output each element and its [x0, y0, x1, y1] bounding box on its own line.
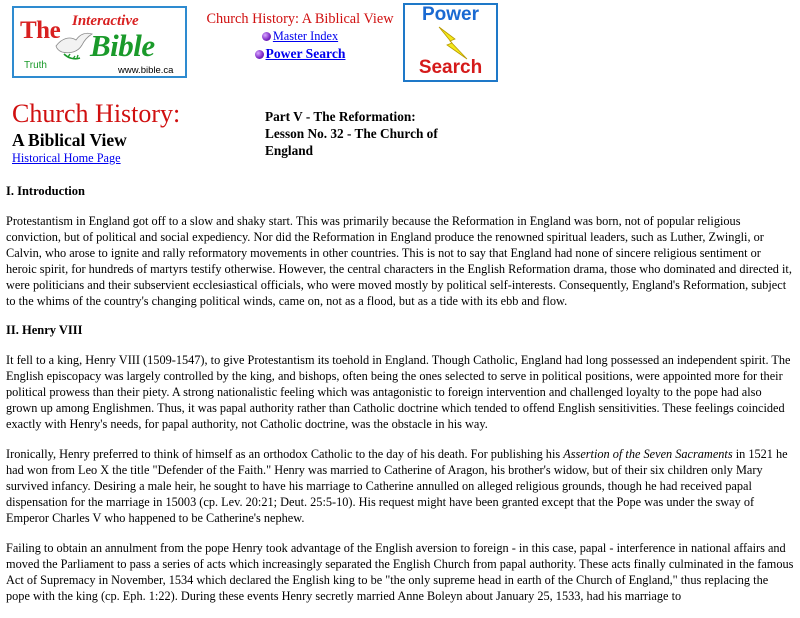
section-heading-henry-viii: II. Henry VIII — [6, 323, 83, 337]
historical-home-link[interactable]: Historical Home Page — [12, 151, 121, 165]
master-index-row — [200, 29, 400, 44]
logo-bible-text: Bible — [90, 28, 155, 63]
power-search-row — [200, 45, 400, 63]
bullet-icon — [255, 50, 264, 59]
part-title: Part V - The Reformation: — [265, 109, 416, 124]
book-title: Assertion of the Seven Sacraments — [563, 447, 733, 461]
interactive-bible-logo[interactable] — [12, 6, 187, 78]
lesson-title: Lesson No. 32 - The Church of England — [265, 126, 438, 158]
logo-the-text: The — [20, 17, 61, 44]
paragraph: It fell to a king, Henry VIII (1509-1547), to give Protestantism its toehold in England. Though Catholic, England had long possessed an independent spirit. The English episcopacy was largely controlled by the king, and bishops, often being the ones selected to serve in political positions, were appointed more for their political prowess than their piety. A strong nationalistic feeling which was antagonistic to foreign intervention and challenged loyalty to the pope had also grown up among Englishmen. Thus, it was papal authority rather than Catholic doctrine which tended to offend English sensitivities. These feelings coincided exactly with Henry's needs, for papal authority, not Catholic doctrine, was the obstacle in his way. — [6, 353, 791, 431]
logo-truth-text: Truth — [24, 60, 47, 71]
bullet-icon — [262, 32, 271, 41]
master-index-link[interactable]: Master Index — [272, 29, 339, 43]
page-title: Church History: — [12, 99, 181, 128]
paragraph — [6, 446, 794, 526]
paragraph: Failing to obtain an annulment from the pope Henry took advantage of the English aversion to foreign - in this case, papal - interference in national affairs and moved the Parliament to pass a series of acts which increasingly separated the English Church from papal authority. These acts finally culminated in the famous Act of Supremacy in November, 1534 which declared the English king to be "the only supreme head in earth of the Church of England," thus replacing the pope with the king (cp. Eph. 1:22). During these events Henry secretly married Anne Boleyn about January 25, 1533, had his marriage to — [6, 541, 794, 603]
power-search-logo[interactable] — [403, 3, 498, 82]
article-body — [6, 184, 794, 618]
paragraph-text: Ironically, Henry preferred to think of himself as an orthodox Catholic to the day of his death. For publishing his — [6, 447, 564, 461]
header-nav — [200, 11, 400, 63]
lightning-bolt-icon — [435, 25, 471, 61]
dove-icon — [54, 28, 94, 64]
power-search-link[interactable]: Power Search — [265, 46, 346, 61]
logo-url-text: www.bible.ca — [118, 65, 174, 76]
page-subtitle: A Biblical View — [12, 130, 127, 150]
section-heading-introduction: I. Introduction — [6, 184, 85, 198]
power-logo-bottom-text: Search — [418, 57, 483, 78]
paragraph: Protestantism in England got off to a slow and shaky start. This was primarily because the Reformation in England was born, not of popular religious conviction, but of political and social expediency. Nor did the Reformation in England produce the renowned spiritual leaders, such as Luther, Zwingli, or Calvin, who arose to ignite and rally reformatory movements in other countries. This is not to say that England had none of sincere religious sentiment or heroic spirit, for hundreds of martyrs testify otherwise. However, the central characters in the English Reformation drama, those who dominated and directed it, were politicians and their subservient ecclesiastical officials, who were moved mostly by political self-interests. Consequently, England's Reformation, subject to the whims of the country's changing political winds, came on, not as a flood, but as a tide with its ebb and flow. — [6, 214, 792, 308]
paragraph-text: in 1521 he had won from Leo X the title "Defender of the Faith." Henry was married to Catherine of Aragon, his brother's widow, but of their six children only Mary survived infancy. Desiring a male heir, he sought to have his marriage to Catherine annulled on alleged religious grounds, though he had received papal dispensation for the marriage in 15003 (cp. Lev. 20:21; Deut. 25:5-10). His request might have been granted except that the Pope was under the sway of Emperor Charles V who happened to be Catherine's nephew. — [6, 447, 788, 525]
lesson-heading — [265, 108, 480, 159]
logo-interactive-text: Interactive — [72, 13, 139, 29]
header-title: Church History: A Biblical View — [206, 11, 394, 27]
power-logo-top-text: Power — [421, 4, 480, 25]
